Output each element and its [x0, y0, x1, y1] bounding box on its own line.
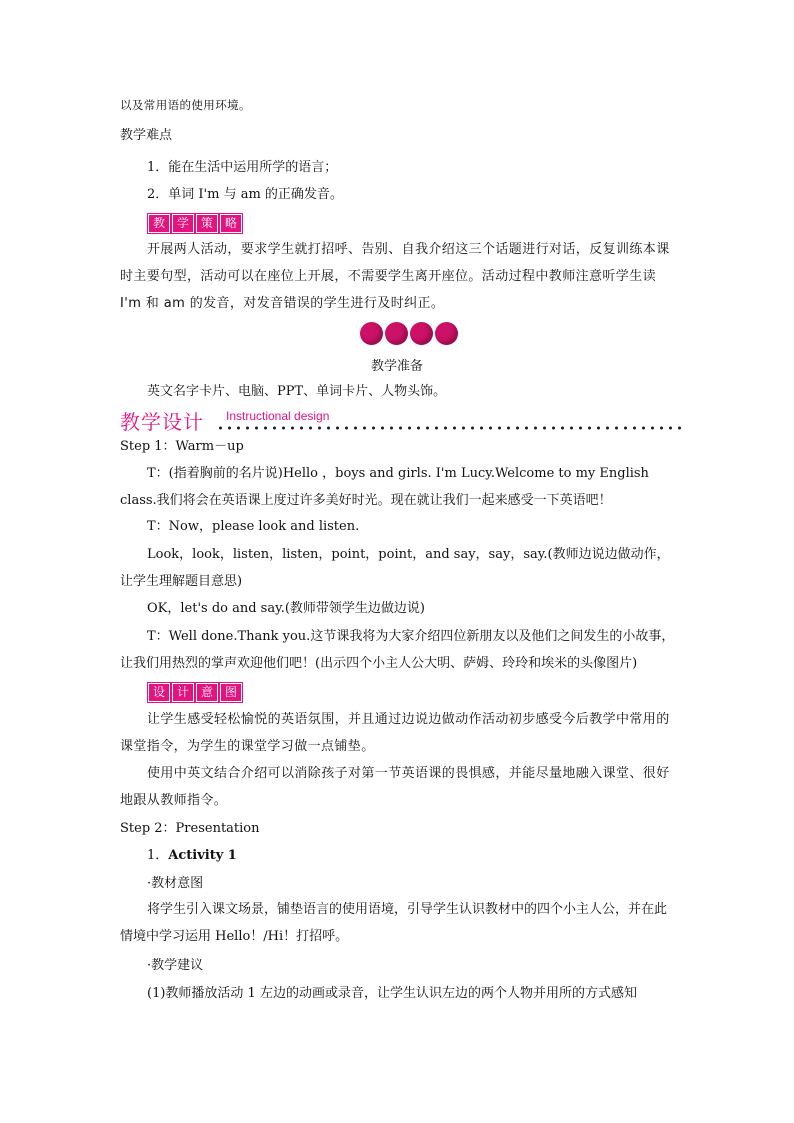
step-2-heading: Step 2：Presentation — [120, 821, 260, 836]
tag-char: 策 — [196, 214, 218, 233]
tag-char: 教 — [148, 214, 170, 233]
teacher-line-4: OK，let's do and say.(教师带领学生边做边说) — [147, 601, 425, 616]
decorative-circles — [360, 322, 458, 345]
material-paragraph: 将学生引入课文场景，铺垫语言的使用语境，引导学生认识教材中的四个小主人公，并在此情境中学习运用 Hello！/Hi！打招呼。 — [120, 902, 668, 944]
prep-heading: 教学准备 — [370, 359, 423, 374]
banner-title: 教学设计 — [120, 410, 204, 434]
continued-line: 以及常用语的使用环境。 — [120, 98, 251, 112]
tag-char: 略 — [220, 214, 242, 233]
circle-icon — [385, 322, 408, 345]
difficulty-item-2: 2．单词 I'm 与 am 的正确发音。 — [147, 187, 343, 202]
tag-char: 图 — [220, 683, 242, 702]
banner-subtitle: Instructional design — [226, 409, 330, 423]
suggest-heading: ·教学建议 — [147, 958, 204, 973]
material-heading: ·教材意图 — [147, 876, 204, 891]
teacher-line-3: Look，look，listen，listen，point，point，and say，say，say.(教师边说边做动作，让学生理解题目意思) — [120, 547, 670, 589]
design-banner — [120, 406, 680, 434]
difficulty-heading: 教学难点 — [120, 128, 173, 143]
design-intent-tag — [148, 683, 242, 702]
dotted-rule — [216, 426, 686, 430]
intent-paragraph-1: 让学生感受轻松愉悦的英语氛围，并且通过边说边做动作活动初步感受今后教学中常用的课堂指令，为学生的课堂学习做一点铺垫。 — [120, 712, 670, 754]
circle-icon — [360, 322, 383, 345]
step-1-heading: Step 1：Warm－up — [120, 439, 244, 454]
intent-paragraph-2: 使用中英文结合介绍可以消除孩子对第一节英语课的畏惧感，并能尽量地融入课堂、很好地跟从教师指令。 — [120, 766, 670, 808]
tag-char: 设 — [148, 683, 170, 702]
tag-char: 学 — [172, 214, 194, 233]
teacher-line-2: T：Now，please look and listen. — [147, 519, 360, 534]
teacher-line-5: T：Well done.Thank you.这节课我将为大家介绍四位新朋友以及他们之间发生的小故事，让我们用热烈的掌声欢迎他们吧！(出示四个小主人公大明、萨姆、玲玲和埃米的头像图片) — [120, 629, 675, 671]
circle-icon — [435, 322, 458, 345]
suggest-paragraph: (1)教师播放活动 1 左边的动画或录音，让学生认识左边的两个人物并用所的方式感知 — [147, 986, 637, 1001]
circle-icon — [410, 322, 433, 345]
activity-heading: 1．Activity 1 — [147, 848, 237, 863]
teacher-line-1: T：(指着胸前的名片说)Hello ，boys and girls. I'm Lucy.Welcome to my English class.我们将会在英语课上度过许多美好时光。现在就让我们一起来感受一下英语吧！ — [120, 466, 649, 508]
tag-char: 意 — [196, 683, 218, 702]
tag-char: 计 — [172, 683, 194, 702]
strategy-tag — [148, 214, 242, 233]
strategy-paragraph: 开展两人活动，要求学生就打招呼、告别、自我介绍这三个话题进行对话，反复训练本课时主要句型，活动可以在座位上开展，不需要学生离开座位。活动过程中教师注意听学生读 I'm 和 am 的发音，对发音错误的学生进行及时纠正。 — [120, 242, 670, 311]
prep-text: 英文名字卡片、电脑、PPT、单词卡片、人物头饰。 — [147, 384, 447, 399]
difficulty-item-1: 1．能在生活中运用所学的语言； — [147, 160, 338, 175]
